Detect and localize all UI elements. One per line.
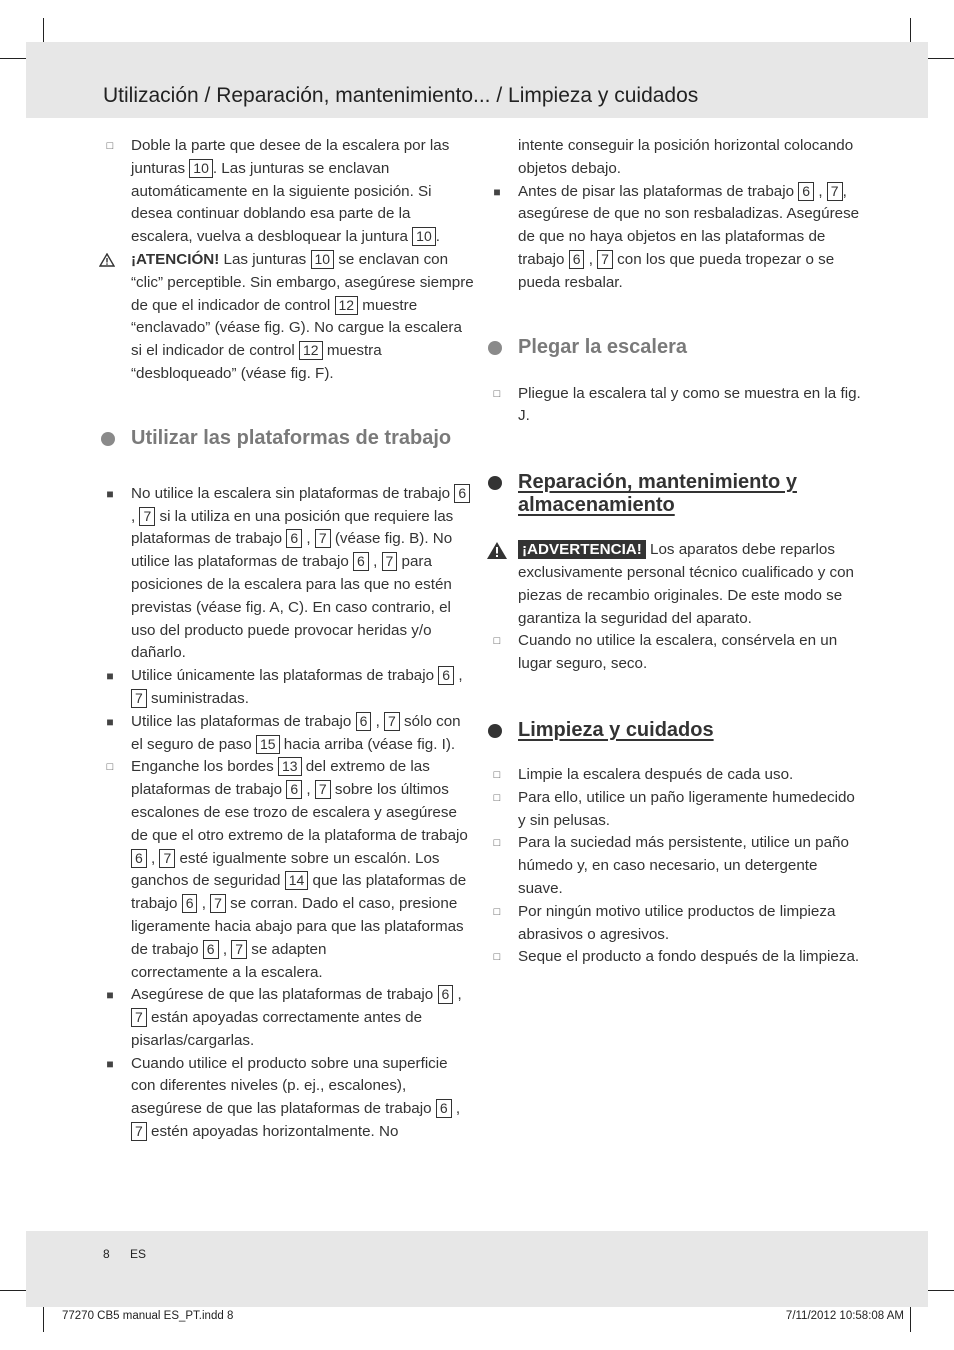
warning-triangle-icon [486, 541, 508, 568]
warning-note: ¡ADVERTENCIA! Los aparatos debe reparlos exclusivamente personal técnico cualificado y con piezas de recambio originales. De este modo se garantiza la seguridad del aparato. [518, 539, 863, 630]
date-slug: 7/11/2012 10:58:08 AM [785, 1310, 904, 1322]
hollow-bullet-icon: □ [493, 387, 501, 400]
ref-box: 10 [311, 250, 335, 269]
ref-box: 6 [454, 484, 470, 503]
ref-box: 7 [131, 689, 147, 708]
hollow-bullet-icon: □ [493, 791, 501, 804]
list-item: □ Para la suciedad más persistente, utilice un paño húmedo y, en caso necesario, un detergente suave. [518, 832, 863, 900]
list-item: □ Pliegue la escalera tal y como se muestra en la fig. J. [518, 383, 863, 429]
ref-box: 6 [286, 529, 302, 548]
ref-box: 6 [286, 780, 302, 799]
list-item: ■ Cuando utilice el producto sobre una superficie con diferentes niveles (p. ej., escalones), asegúrese de que las plataformas de trabajo 6 , 7 estén apoyadas horizontalmente. No [131, 1053, 476, 1144]
ref-box: 7 [210, 894, 226, 913]
ref-box: 14 [285, 871, 309, 890]
crop-mark [43, 1304, 44, 1332]
page-number: 8 [103, 1247, 110, 1261]
ref-box: 6 [353, 552, 369, 571]
warning-triangle-icon [99, 252, 115, 275]
ref-box: 10 [189, 159, 213, 178]
crop-mark [924, 1290, 954, 1291]
ref-box: 7 [315, 780, 331, 799]
ref-box: 6 [438, 666, 454, 685]
warning-label: ¡ATENCIÓN! [131, 250, 220, 268]
ref-box: 6 [436, 1099, 452, 1118]
ref-box: 7 [382, 552, 398, 571]
ref-box: 7 [131, 1122, 147, 1141]
section-heading: Plegar la escalera [518, 336, 863, 359]
ref-box: 12 [299, 341, 323, 360]
list-item: □ Cuando no utilice la escalera, consérvela en un lugar seguro, seco. [518, 630, 863, 676]
square-bullet-icon: ■ [106, 1056, 114, 1071]
ref-box: 6 [203, 940, 219, 959]
hollow-bullet-icon: □ [106, 761, 114, 774]
ref-box: 15 [256, 735, 280, 754]
hollow-bullet-icon: □ [493, 837, 501, 850]
list-item-continuation: intente conseguir la posición horizontal colocando objetos debajo. [518, 137, 854, 177]
ref-box: 7 [159, 849, 175, 868]
section-heading: Reparación, mantenimiento y almacenamiento [518, 471, 863, 517]
ref-box: 7 [139, 507, 155, 526]
ref-box: 13 [278, 757, 302, 776]
list-item: □ Para ello, utilice un paño ligeramente humedecido y sin pelusas. [518, 787, 863, 833]
ref-box: 12 [335, 296, 359, 315]
crop-mark [924, 58, 954, 59]
list-item: ■ Asegúrese de que las plataformas de trabajo 6 , 7 están apoyadas correctamente antes de pisarlas/cargarlas. [131, 984, 476, 1052]
list-item: ■ Antes de pisar las plataformas de trabajo 6 , 7 , asegúrese de que no son resbaladizas. Asegúrese de que no haya objetos en las plataformas de trabajo 6 , 7 con los que pueda tropezar o se pueda resbalar. [518, 181, 863, 295]
warning-note: ¡ATENCIÓN! Las junturas 10 se enclavan con “clic” perceptible. Sin embargo, asegúrese siempre de que el indicador de control 12 muestre “enclavado” (véase fig. G). No cargue la escalera si el indicador de control 12 muestra “desbloqueado” (véase fig. F). [131, 249, 476, 386]
file-slug: 77270 CB5 manual ES_PT.indd 8 [62, 1310, 234, 1322]
list-item: ■ Utilice únicamente las plataformas de trabajo 6 , 7 suministradas. [131, 665, 476, 711]
list-item: ■ Utilice las plataformas de trabajo 6 , 7 sólo con el seguro de paso 15 hacia arriba (véase fig. I). [131, 711, 476, 757]
right-column [493, 135, 863, 969]
ref-box: 7 [597, 250, 613, 269]
bullet-dot-icon [488, 341, 502, 355]
list-item: □ Enganche los bordes 13 del extremo de las plataformas de trabajo 6 , 7 sobre los últimos escalones de ese trozo de escalera y asegúrese de que el otro extremo de la plataforma de trabajo 6 , 7 esté igualmente sobre un escalón. Los ganchos de seguridad 14 que las plataformas de trabajo 6 , 7 se corran. Dado el caso, presione ligeramente hacia abajo para que las plataformas de trabajo 6 , 7 se adapten correctamente a la escalera. [131, 756, 476, 984]
ref-box: 6 [798, 182, 814, 201]
bullet-dot-icon [488, 724, 502, 738]
ref-box: 7 [827, 182, 843, 201]
list-item: □ Por ningún motivo utilice productos de limpieza abrasivos o agresivos. [518, 901, 863, 947]
page-title: Utilización / Reparación, mantenimiento... / Limpieza y cuidados [103, 84, 699, 107]
list-item: □ Doble la parte que desee de la escalera por las junturas 10 . Las junturas se enclavan automáticamente en la siguiente posición. Si desea continuar doblando esa parte de la escalera, vuelva a desbloquear la juntura 10 . [131, 135, 476, 249]
warning-badge: ¡ADVERTENCIA! [518, 540, 646, 559]
ref-box: 6 [131, 849, 147, 868]
ref-box: 7 [384, 712, 400, 731]
square-bullet-icon: ■ [493, 184, 501, 199]
section-heading: Limpieza y cuidados [518, 719, 863, 742]
square-bullet-icon: ■ [106, 486, 114, 501]
hollow-bullet-icon: □ [106, 140, 114, 152]
hollow-bullet-icon: □ [493, 768, 501, 781]
square-bullet-icon: ■ [106, 988, 114, 1003]
language-code: ES [130, 1247, 147, 1261]
ref-box: 7 [131, 1008, 147, 1027]
ref-box: 6 [356, 712, 372, 731]
ref-box: 10 [412, 227, 436, 246]
ref-box: 6 [182, 894, 198, 913]
crop-mark [910, 1304, 911, 1332]
bullet-dot-icon [488, 476, 502, 490]
hollow-bullet-icon: □ [493, 635, 501, 648]
list-item: ■ No utilice la escalera sin plataformas de trabajo 6 , 7 si la utiliza en una posición que requiere las plataformas de trabajo 6 , 7 (véase fig. B). No utilice las plataformas de trabajo 6 , 7 para posiciones de la escalera para las que no estén previstas (véase fig. A, C). En caso contrario, el uso del producto puede provocar heridas y/o dañarlo. [131, 483, 476, 665]
section-heading: Utilizar las plataformas de trabajo [131, 427, 476, 450]
square-bullet-icon: ■ [106, 669, 114, 684]
left-column [106, 135, 476, 1144]
ref-box: 6 [438, 985, 454, 1004]
bullet-dot-icon [101, 432, 115, 446]
square-bullet-icon: ■ [106, 714, 114, 729]
list-item: □ Limpie la escalera después de cada uso. [518, 764, 863, 787]
ref-box: 6 [569, 250, 585, 269]
ref-box: 7 [315, 529, 331, 548]
hollow-bullet-icon: □ [493, 951, 501, 964]
hollow-bullet-icon: □ [493, 905, 501, 918]
list-item: □ Seque el producto a fondo después de la limpieza. [518, 946, 863, 969]
ref-box: 7 [231, 940, 247, 959]
footer-band [26, 1231, 928, 1307]
